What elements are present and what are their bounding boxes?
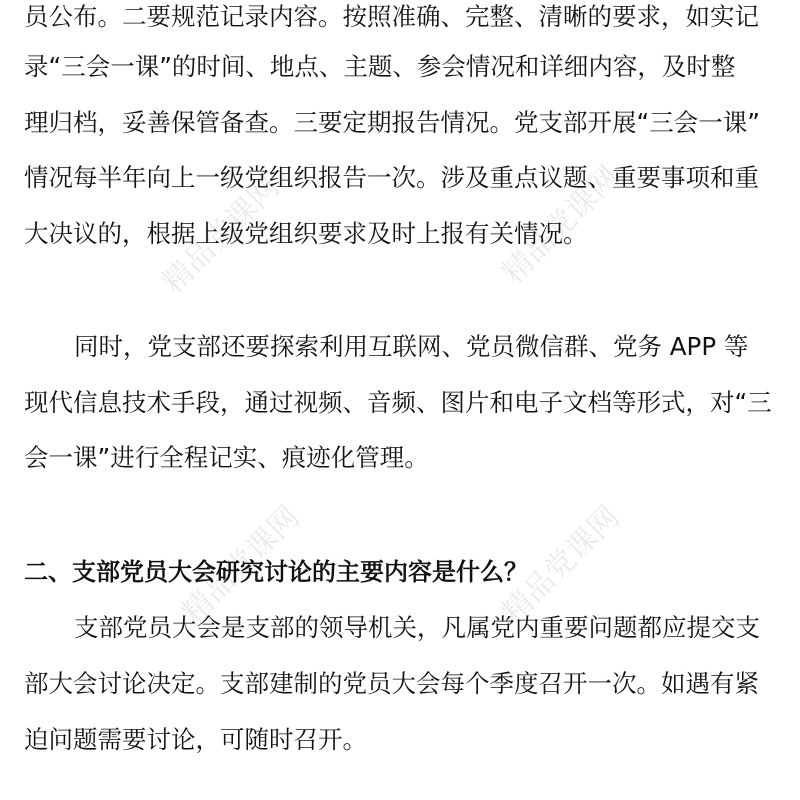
paragraph-line: 支部党员大会是支部的领导机关，凡属党内重要问题都应提交支 (74, 613, 760, 642)
section-heading: 二、支部党员大会研究讨论的主要内容是什么？ (24, 558, 528, 586)
watermark: 精品党课网 (175, 499, 307, 631)
watermark: 精品党课网 (155, 169, 287, 301)
watermark: 精品党课网 (495, 499, 627, 631)
paragraph-line: 情况每半年向上一级党组织报告一次。涉及重点议题、重要事项和重 (24, 163, 759, 192)
paragraph-line: 部大会讨论决定。支部建制的党员大会每个季度召开一次。如遇有紧 (24, 669, 759, 698)
paragraph-line: 同时，党支部还要探索利用互联网、党员微信群、党务 APP 等 (74, 332, 749, 361)
paragraph-line: 录“三会一课”的时间、地点、主题、参会情况和详细内容，及时整 (24, 52, 736, 81)
paragraph-line: 理归档，妥善保管备查。三要定期报告情况。党支部开展“三会一课” (24, 108, 760, 137)
paragraph-line: 会一课”进行全程记实、痕迹化管理。 (24, 443, 429, 472)
paragraph-line: 员公布。二要规范记录内容。按照准确、完整、清晰的要求，如实记 (24, 2, 759, 31)
watermark: 精品党课网 (495, 159, 627, 291)
paragraph-line: 迫问题需要讨论，可随时召开。 (24, 725, 367, 754)
paragraph-line: 现代信息技术手段，通过视频、音频、图片和电子文档等形式，对“三 (24, 388, 772, 417)
paragraph-line: 大决议的，根据上级党组织要求及时上报有关情况。 (24, 219, 588, 248)
